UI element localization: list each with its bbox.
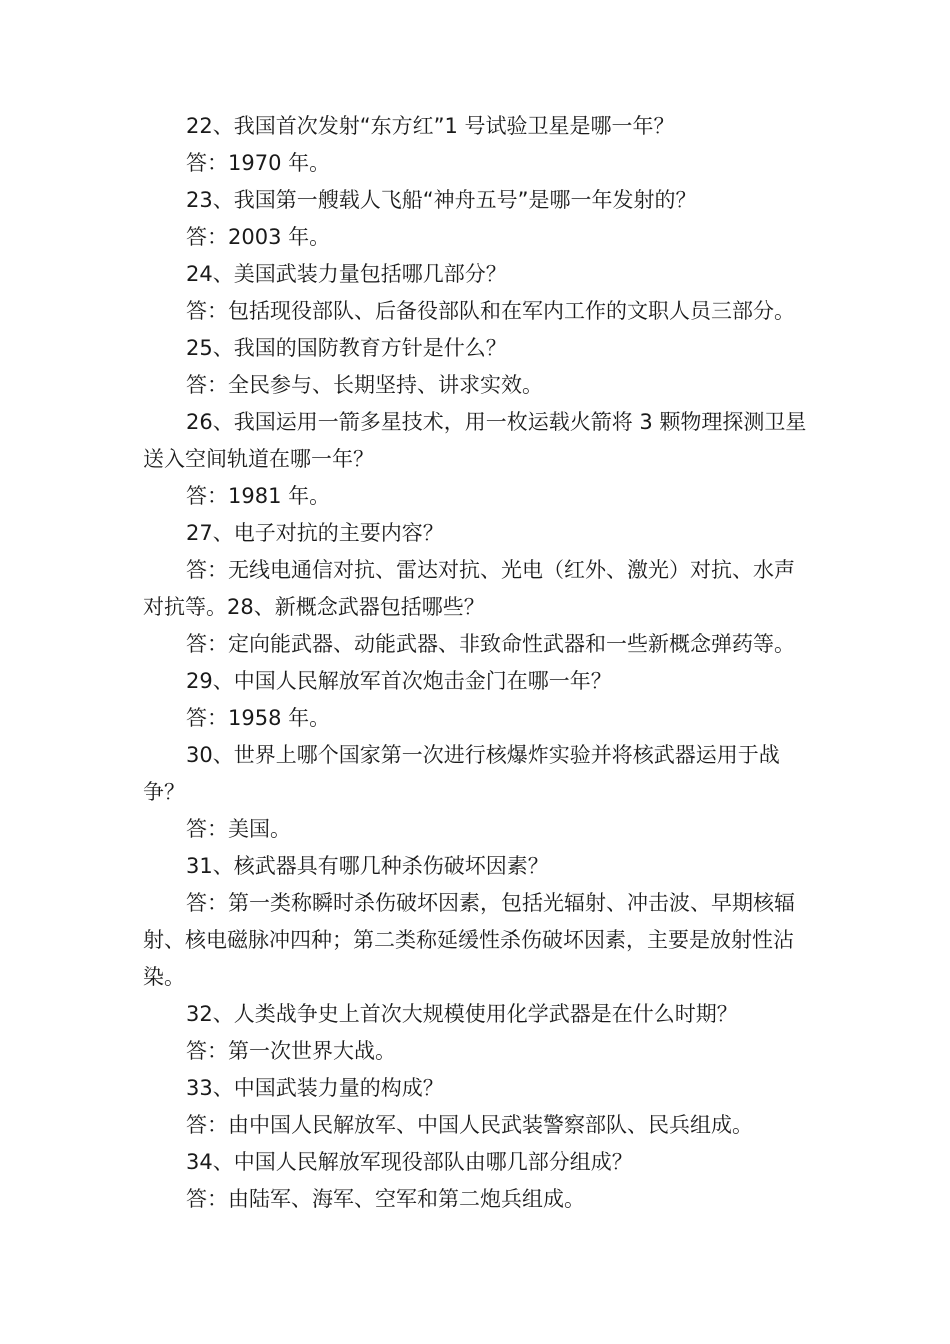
answer-28: 答：定向能武器、动能武器、非致命性武器和一些新概念弹药等。	[186, 632, 795, 656]
question-25: 25、我国的国防教育方针是什么？	[186, 336, 507, 360]
answer-22: 答：1970 年。	[186, 151, 331, 175]
document-page	[143, 108, 811, 1218]
answer-23: 答：2003 年。	[186, 225, 331, 249]
question-34: 34、中国人民解放军现役部队由哪几部分组成？	[186, 1150, 633, 1174]
question-27: 27、电子对抗的主要内容？	[186, 521, 444, 545]
answer-29: 答：1958 年。	[186, 706, 331, 730]
answer-24: 答：包括现役部队、后备役部队和在军内工作的文职人员三部分。	[186, 299, 795, 323]
answer-25: 答：全民参与、长期坚持、讲求实效。	[186, 373, 543, 397]
question-23: 23、我国第一艘载人飞船“神舟五号”是哪一年发射的？	[186, 188, 697, 212]
answer-34: 答：由陆军、海军、空军和第二炮兵组成。	[186, 1187, 585, 1211]
question-33: 33、中国武装力量的构成？	[186, 1076, 444, 1100]
question-29: 29、中国人民解放军首次炮击金门在哪一年？	[186, 669, 612, 693]
answer-31: 答：第一类称瞬时杀伤破坏因素，包括光辐射、冲击波、早期核辐射、核电磁脉冲四种；第二类称延缓性杀伤破坏因素，主要是放射性沾染。	[143, 891, 795, 989]
answer-32: 答：第一次世界大战。	[186, 1039, 396, 1063]
answer-33: 答：由中国人民解放军、中国人民武装警察部队、民兵组成。	[186, 1113, 753, 1137]
answer-27-and-question-28: 答：无线电通信对抗、雷达对抗、光电（红外、激光）对抗、水声对抗等。28、新概念武器包括哪些？	[143, 558, 795, 619]
question-24: 24、美国武装力量包括哪几部分？	[186, 262, 507, 286]
answer-26: 答：1981 年。	[186, 484, 331, 508]
question-32: 32、人类战争史上首次大规模使用化学武器是在什么时期？	[186, 1002, 738, 1026]
answer-30: 答：美国。	[186, 817, 291, 841]
question-31: 31、核武器具有哪几种杀伤破坏因素？	[186, 854, 549, 878]
question-30: 30、世界上哪个国家第一次进行核爆炸实验并将核武器运用于战争？	[143, 743, 780, 804]
question-22: 22、我国首次发射“东方红”1 号试验卫星是哪一年？	[186, 114, 675, 138]
question-26: 26、我国运用一箭多星技术，用一枚运载火箭将 3 颗物理探测卫星送入空间轨道在哪一年？	[143, 410, 807, 471]
